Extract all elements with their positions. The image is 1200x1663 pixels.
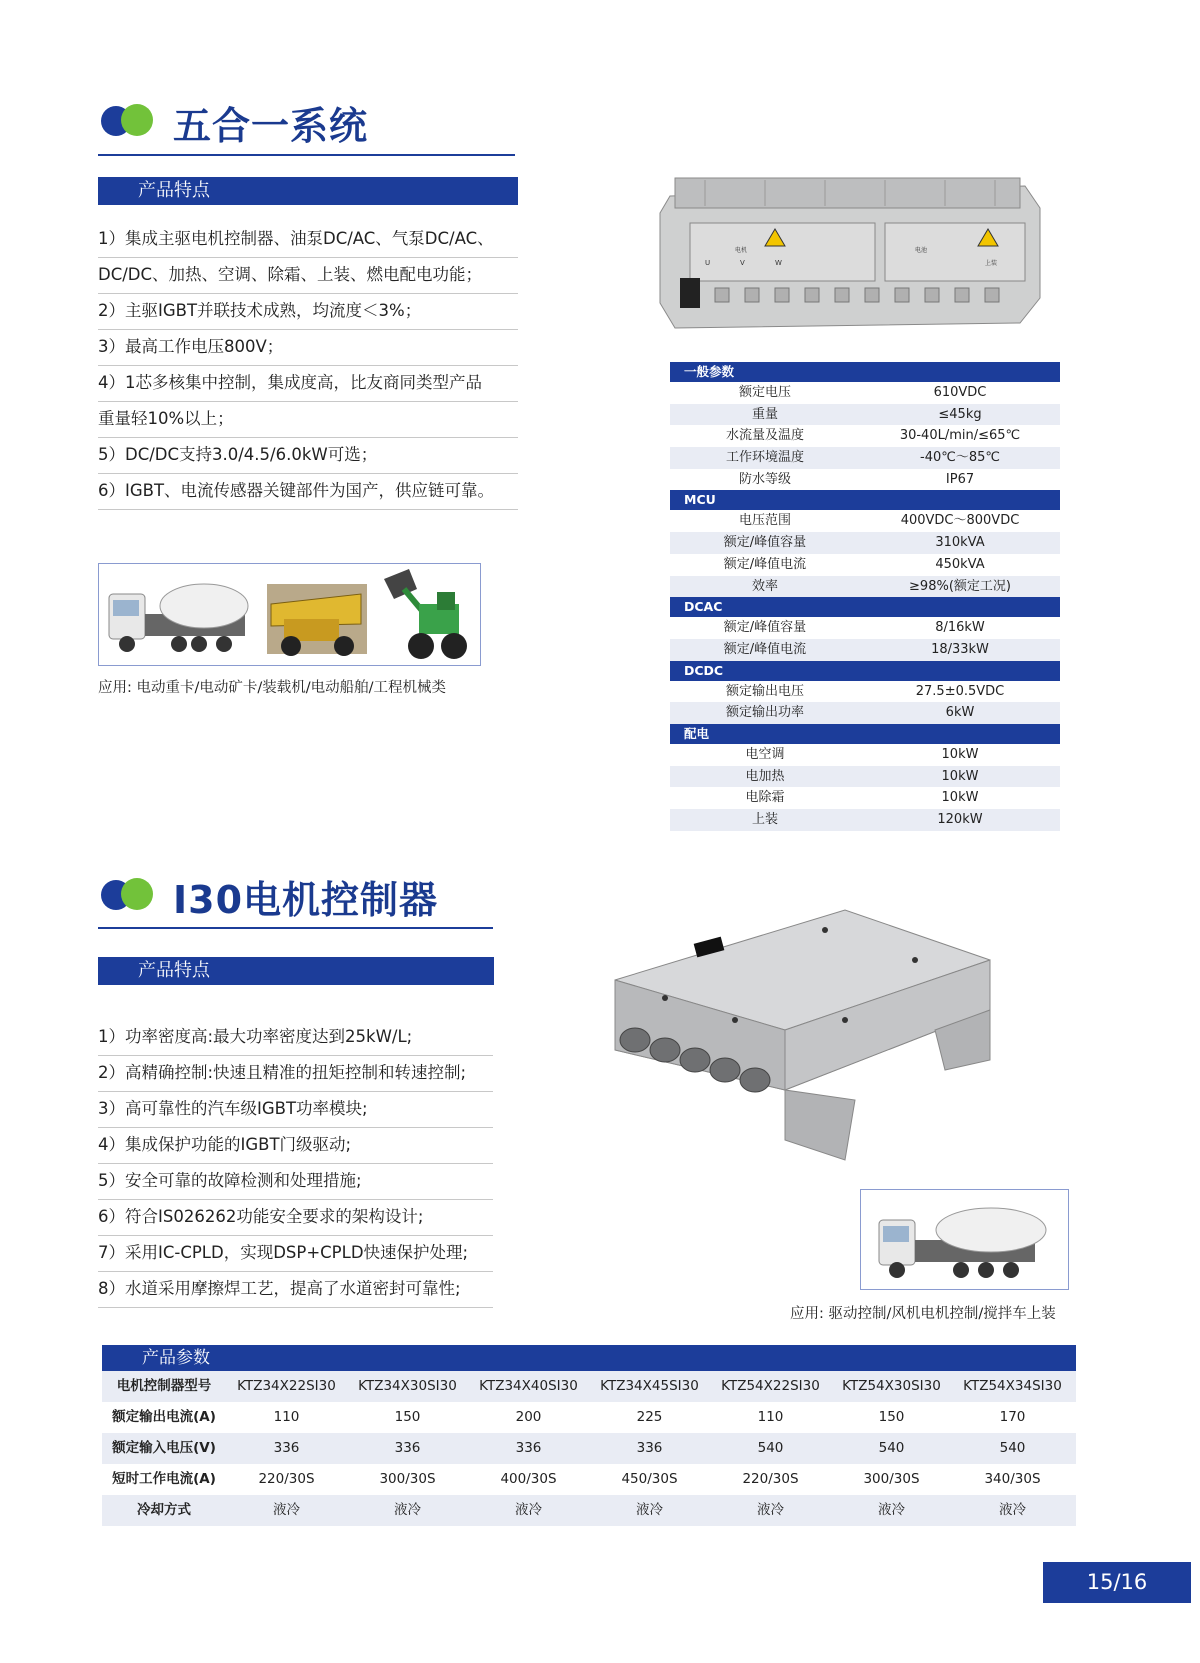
params-cell: KTZ54X22SI30 — [721, 1378, 820, 1394]
params-row-label: 短时工作电流(A) — [112, 1471, 216, 1487]
spec-row — [670, 809, 1060, 831]
spec-row — [670, 744, 1060, 766]
spec-key: 电加热 — [745, 768, 785, 784]
params-cell: 200 — [515, 1409, 542, 1425]
spec-key: 工作环境温度 — [725, 450, 804, 466]
feature-line: 3）最高工作电压800V； — [98, 330, 518, 366]
feature-line: 5）安全可靠的故障检测和处理措施; — [98, 1164, 493, 1200]
params-row-label: 额定输入电压(V) — [112, 1440, 216, 1456]
feature-line: 6）符合IS026262功能安全要求的架构设计; — [98, 1200, 493, 1236]
spec-row — [670, 702, 1060, 724]
svg-text:电池: 电池 — [915, 247, 928, 254]
params-cell: 225 — [636, 1409, 663, 1425]
spec-value: ≤45kg — [938, 406, 982, 422]
params-row — [102, 1371, 1076, 1402]
spec-group-rows — [670, 510, 1060, 597]
params-cell: 液冷 — [999, 1502, 1026, 1518]
spec-group-header: 一般参数 — [670, 362, 1060, 382]
section2-application-caption: 应用: 驱动控制/风机电机控制/搅拌车上装 — [790, 1306, 1056, 1322]
feature-line: 2）高精确控制:快速且精准的扭矩控制和转速控制; — [98, 1056, 493, 1092]
section1-title: 五合一系统 — [173, 104, 369, 148]
feature-line: 3）高可靠性的汽车级IGBT功率模块; — [98, 1092, 493, 1128]
feature-line: 1）集成主驱电机控制器、油泵DC/AC、气泵DC/AC、 — [98, 222, 518, 258]
spec-key: 额定输出电压 — [725, 683, 804, 699]
params-cell: 336 — [636, 1440, 663, 1456]
params-cell: 110 — [757, 1409, 784, 1425]
params-cell: 液冷 — [636, 1502, 663, 1518]
spec-group-rows — [670, 744, 1060, 831]
feature-line: 重量轻10%以上； — [98, 402, 518, 438]
params-cell: KTZ34X30SI30 — [358, 1378, 457, 1394]
feature-line: 6）IGBT、电流传感器关键部件为国产，供应链可靠。 — [98, 474, 518, 510]
feature-line: 1）功率密度高:最大功率密度达到25kW/L; — [98, 1020, 493, 1056]
section2-features-label: 产品特点 — [138, 960, 210, 981]
feature-line: 4）集成保护功能的IGBT门级驱动; — [98, 1128, 493, 1164]
spec-value: 400VDC～800VDC — [900, 513, 1020, 529]
svg-text:W: W — [775, 259, 782, 267]
spec-value: 610VDC — [933, 385, 987, 400]
params-cell: KTZ54X30SI30 — [842, 1378, 941, 1394]
svg-text:U: U — [705, 259, 711, 267]
i30-params-table — [102, 1345, 1076, 1526]
spec-row — [670, 469, 1060, 491]
section2-features-bar — [98, 957, 494, 985]
feature-line: 5）DC/DC支持3.0/4.5/6.0kW可选； — [98, 438, 518, 474]
spec-group-header: DCAC — [670, 597, 1060, 617]
section2-rule — [98, 927, 493, 929]
spec-key: 额定电压 — [738, 385, 791, 400]
spec-value: 10kW — [941, 790, 979, 806]
spec-group-rows — [670, 617, 1060, 660]
i30-controller-product-image — [595, 900, 1015, 1190]
params-cell: 150 — [878, 1409, 905, 1425]
brand-logo-icon — [101, 876, 157, 912]
spec-row — [670, 681, 1060, 703]
spec-row — [670, 532, 1060, 554]
mixer-truck-icon — [861, 1190, 1068, 1289]
params-cell: 150 — [394, 1409, 421, 1425]
svg-text:V: V — [740, 259, 745, 267]
params-cell: 450/30S — [621, 1471, 678, 1487]
spec-value: 18/33kW — [931, 641, 989, 657]
params-cell: 400/30S — [500, 1471, 557, 1487]
feature-line: 4）1芯多核集中控制，集成度高，比友商同类型产品 — [98, 366, 518, 402]
params-cell: 液冷 — [394, 1502, 421, 1518]
params-cell: 220/30S — [742, 1471, 799, 1487]
spec-key: 电除霜 — [745, 790, 785, 806]
params-cell: 336 — [515, 1440, 542, 1456]
spec-value: ≥98%(额定工况) — [909, 578, 1011, 594]
params-cell: 336 — [273, 1440, 300, 1456]
params-row-label: 电机控制器型号 — [116, 1378, 212, 1394]
spec-key: 额定/峰值电流 — [723, 556, 807, 572]
spec-value: IP67 — [945, 471, 975, 487]
params-cell: 220/30S — [258, 1471, 315, 1487]
params-cell: 液冷 — [515, 1502, 542, 1518]
spec-group-header: 配电 — [670, 724, 1060, 744]
params-cell: KTZ34X45SI30 — [600, 1378, 699, 1394]
spec-row — [670, 787, 1060, 809]
spec-row — [670, 576, 1060, 598]
spec-key: 水流量及温度 — [725, 428, 804, 444]
spec-row — [670, 382, 1060, 404]
spec-value: 10kW — [941, 768, 979, 784]
spec-value: 30-40L/min/≤65℃ — [899, 428, 1021, 444]
page-number: 15/16 — [1043, 1562, 1191, 1603]
params-cell: 300/30S — [379, 1471, 436, 1487]
spec-value: 120kW — [937, 812, 983, 827]
params-row — [102, 1402, 1076, 1433]
params-cell: 340/30S — [984, 1471, 1041, 1487]
section1-rule — [98, 154, 515, 156]
params-cell: KTZ34X22SI30 — [237, 1378, 336, 1394]
section2-features-list — [98, 1020, 493, 1308]
spec-key: 额定/峰值容量 — [723, 535, 807, 551]
vehicles-illustration — [99, 564, 480, 665]
section1-features-label: 产品特点 — [138, 180, 210, 201]
wheel-loader-icon — [384, 569, 467, 659]
spec-row — [670, 425, 1060, 447]
params-cell: 170 — [999, 1409, 1026, 1425]
params-row — [102, 1495, 1076, 1526]
spec-value: 6kW — [945, 705, 975, 721]
application-images-box — [98, 563, 481, 666]
params-row-label: 额定输出电流(A) — [112, 1409, 216, 1425]
section1-application-caption: 应用: 电动重卡/电动矿卡/装载机/电动船舶/工程机械类 — [98, 680, 447, 696]
params-row — [102, 1464, 1076, 1495]
params-cell: KTZ54X34SI30 — [963, 1378, 1062, 1394]
mixer-truck-icon — [109, 584, 248, 652]
params-cell: 300/30S — [863, 1471, 920, 1487]
svg-text:上装: 上装 — [985, 260, 998, 267]
spec-row — [670, 447, 1060, 469]
spec-row — [670, 510, 1060, 532]
mining-truck-icon — [267, 584, 367, 656]
params-cell: 液冷 — [757, 1502, 784, 1518]
section1-features-bar — [98, 177, 518, 205]
spec-row — [670, 617, 1060, 639]
spec-key: 额定/峰值容量 — [723, 620, 807, 636]
brand-logo-icon — [101, 102, 157, 138]
feature-line: 8）水道采用摩擦焊工艺，提高了水道密封可靠性; — [98, 1272, 493, 1308]
params-cell: 液冷 — [878, 1502, 905, 1518]
spec-value: 450kVA — [935, 556, 985, 572]
spec-row — [670, 404, 1060, 426]
spec-value: 10kW — [941, 746, 979, 762]
spec-key: 电空调 — [745, 746, 785, 762]
spec-value: 8/16kW — [935, 620, 985, 636]
params-cell: 336 — [394, 1440, 421, 1456]
spec-key: 额定输出功率 — [725, 705, 804, 721]
spec-key: 效率 — [751, 578, 778, 594]
feature-line: DC/DC、加热、空调、除霜、上装、燃电配电功能； — [98, 258, 518, 294]
general-spec-table — [670, 362, 1060, 831]
spec-row — [670, 554, 1060, 576]
spec-value: 310kVA — [935, 535, 985, 551]
params-cell: 液冷 — [273, 1502, 300, 1518]
spec-value: -40℃～85℃ — [920, 450, 1000, 466]
section2-title: I30电机控制器 — [173, 878, 439, 922]
spec-row — [670, 639, 1060, 661]
spec-group-header: DCDC — [670, 661, 1060, 681]
application-image-mixer-box — [860, 1189, 1069, 1290]
params-cell: KTZ34X40SI30 — [479, 1378, 578, 1394]
spec-group-rows — [670, 382, 1060, 490]
spec-key: 重量 — [751, 406, 778, 422]
params-row-label: 冷却方式 — [137, 1502, 191, 1518]
spec-key: 电压范围 — [738, 513, 791, 529]
params-cell: 540 — [878, 1440, 905, 1456]
feature-line: 7）采用IC-CPLD，实现DSP+CPLD快速保护处理; — [98, 1236, 493, 1272]
spec-value: 27.5±0.5VDC — [915, 683, 1005, 699]
spec-key: 额定/峰值电流 — [723, 641, 807, 657]
section1-features-list — [98, 222, 518, 510]
spec-row — [670, 766, 1060, 788]
params-cell: 110 — [273, 1409, 300, 1425]
spec-key: 防水等级 — [738, 471, 791, 487]
params-row — [102, 1433, 1076, 1464]
svg-text:电机: 电机 — [735, 247, 748, 254]
spec-group-rows — [670, 681, 1060, 724]
five-in-one-product-image — [645, 168, 1050, 346]
spec-group-header: MCU — [670, 490, 1060, 510]
feature-line: 2）主驱IGBT并联技术成熟，均流度＜3%； — [98, 294, 518, 330]
params-cell: 540 — [757, 1440, 784, 1456]
params-cell: 540 — [999, 1440, 1026, 1456]
spec-key: 上装 — [751, 812, 778, 827]
params-table-header: 产品参数 — [102, 1345, 1076, 1371]
